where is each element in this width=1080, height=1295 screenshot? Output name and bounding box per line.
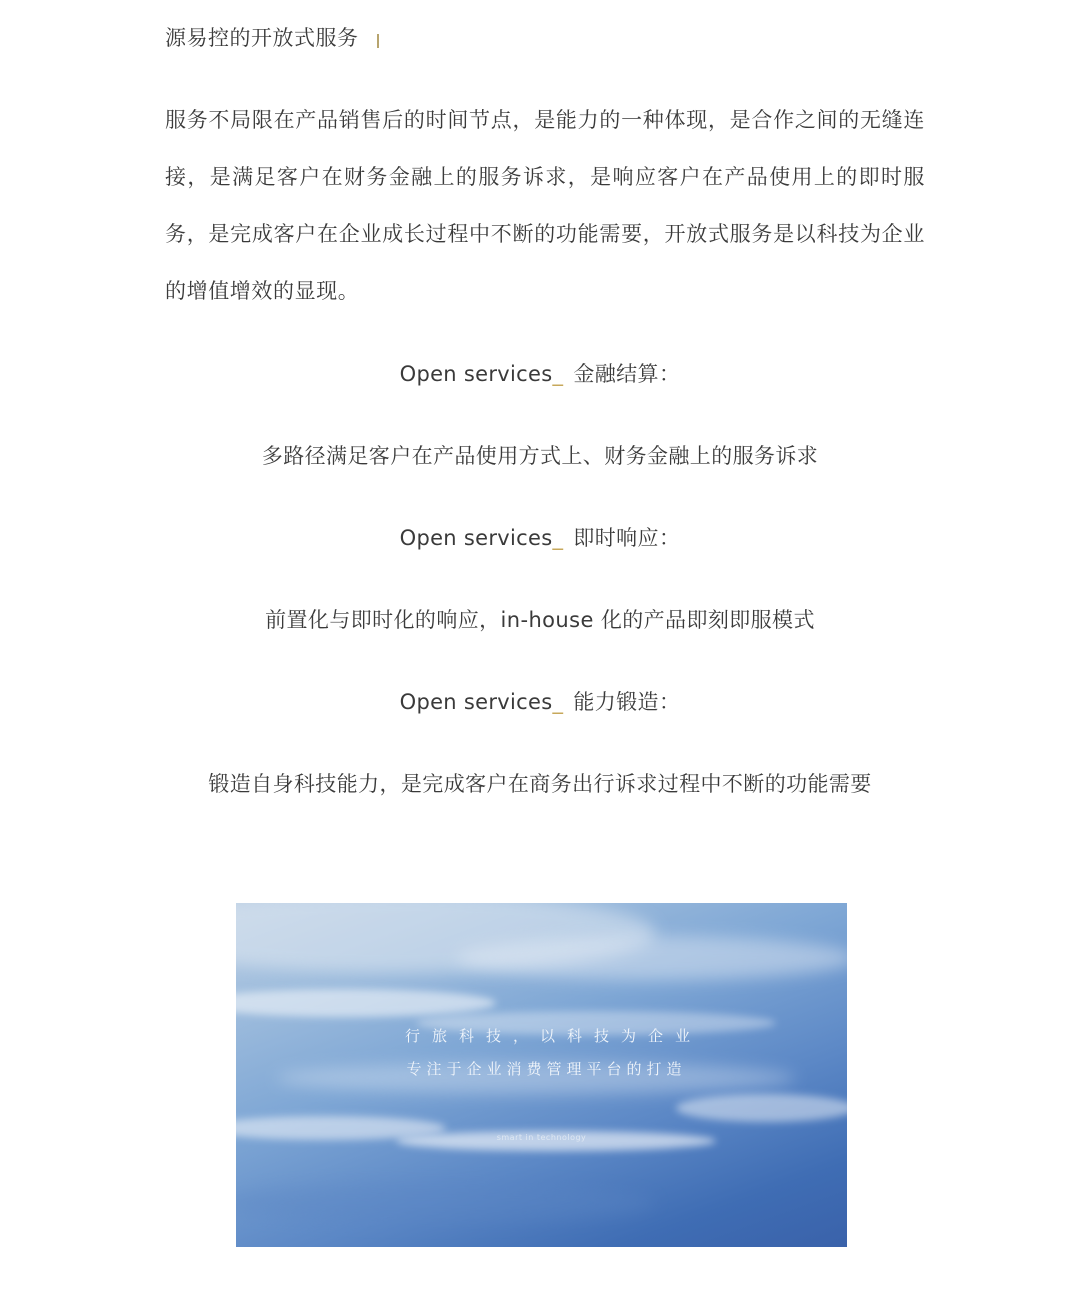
service-desc-1: 多路径满足客户在产品使用方式上、财务金融上的服务诉求 — [261, 444, 819, 468]
service-title-cn: 能力锻造： — [573, 690, 681, 714]
section-heading: 源易控的开放式服务 — [165, 26, 359, 50]
intro-paragraph: 服务不局限在产品销售后的时间节点，是能力的一种体现，是合作之间的无缝连接，是满足客户在财务金融上的服务诉求，是响应客户在产品使用上的即时服务，是完成客户在企业成长过程中不断的功能需要，开放式服务是以科技为企业的增值增效的显现。 — [165, 108, 925, 303]
heading-accent-bar — [377, 34, 379, 48]
banner-headline: 行旅科技，以科技为企业 — [404, 1027, 702, 1045]
service-title-3 — [0, 686, 1080, 716]
service-desc-2: 前置化与即时化的响应，in-house 化的产品即刻即服模式 — [265, 608, 815, 632]
service-title-en: Open services — [399, 690, 553, 714]
service-title-en: Open services — [399, 526, 553, 550]
service-title-1 — [0, 358, 1080, 388]
service-title-underscore: _ — [552, 690, 564, 714]
banner-subline: 专注于企业消费管理平台的打造 — [406, 1060, 687, 1078]
service-desc-3: 锻造自身科技能力，是完成客户在商务出行诉求过程中不断的功能需要 — [208, 772, 872, 796]
service-title-cn: 金融结算： — [573, 362, 681, 386]
service-title-cn: 即时响应： — [573, 526, 681, 550]
sky-banner-image — [236, 903, 847, 1247]
service-title-en: Open services — [399, 362, 553, 386]
section-heading-row — [165, 22, 379, 52]
banner-tagline: smart in technology — [496, 1133, 587, 1142]
service-title-underscore: _ — [552, 362, 564, 386]
service-title-2 — [0, 522, 1080, 552]
service-title-underscore: _ — [552, 526, 564, 550]
